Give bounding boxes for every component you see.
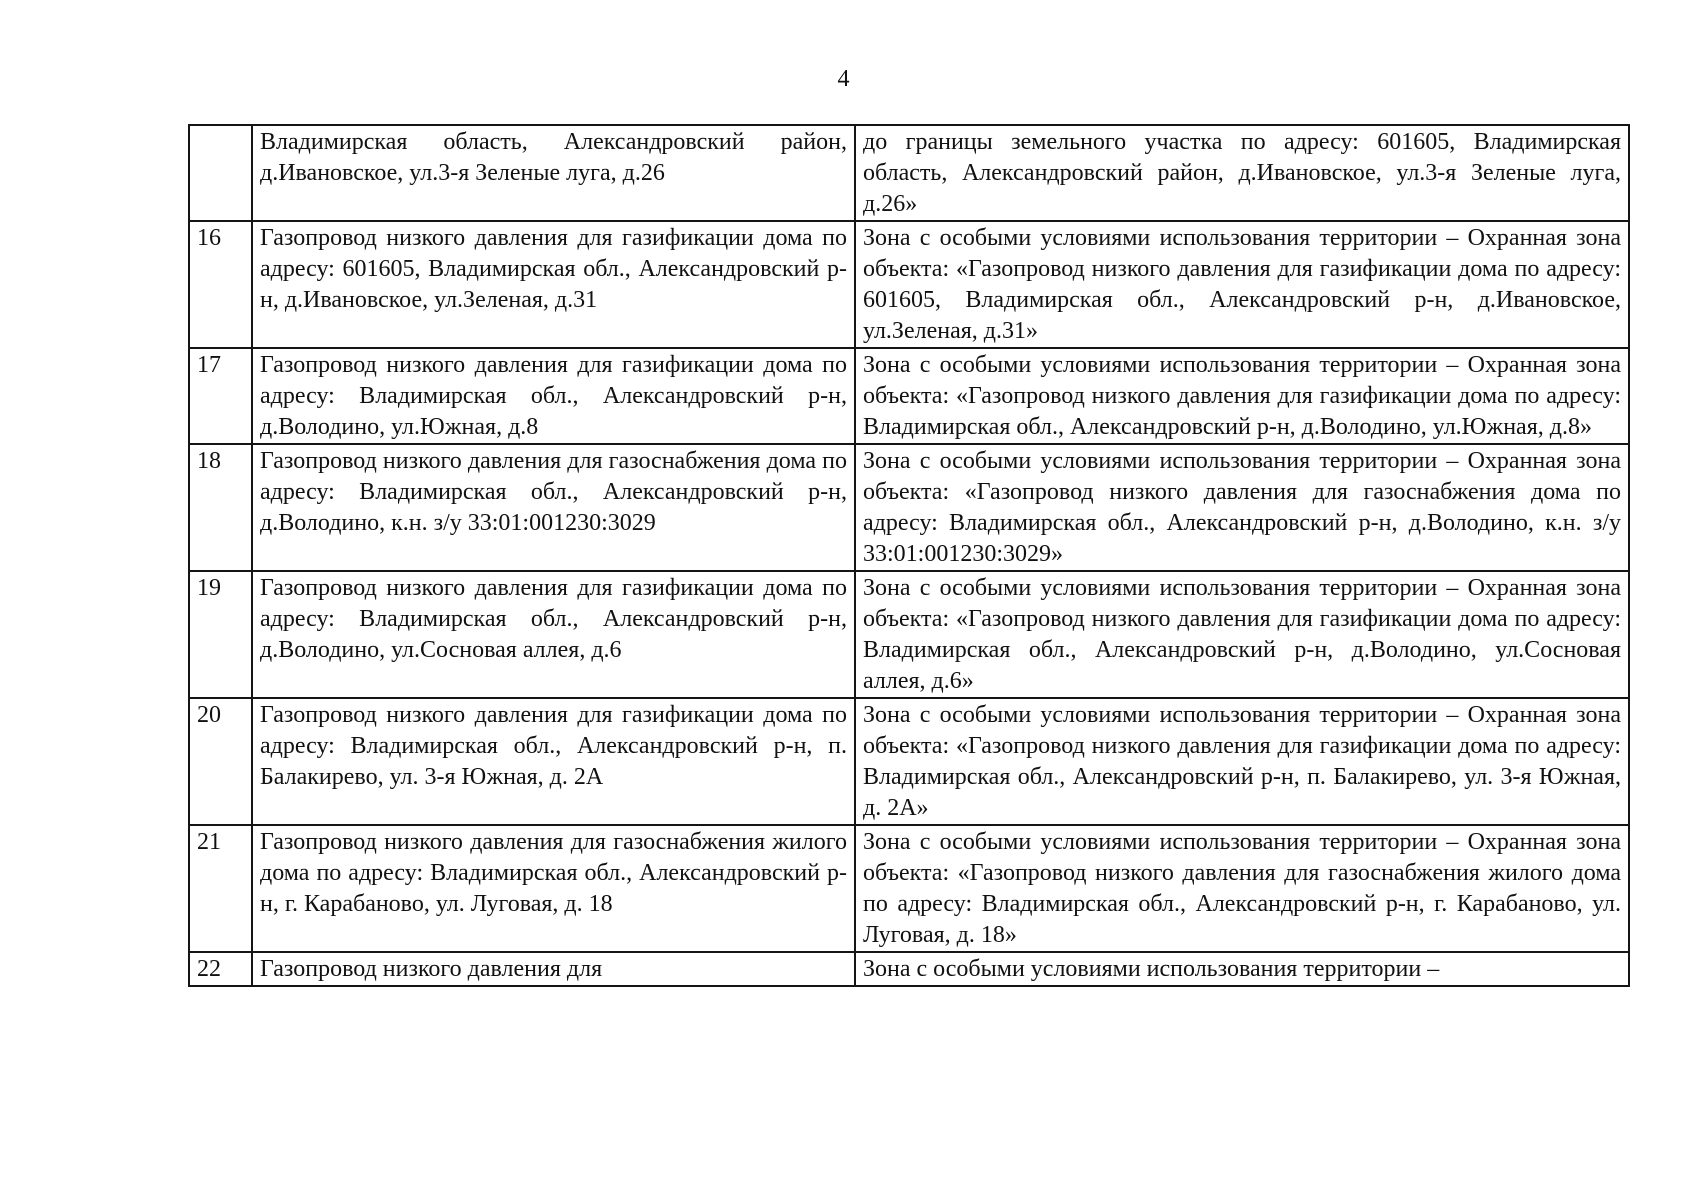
row-number: 16 <box>189 221 252 348</box>
table-row <box>189 825 1629 952</box>
row-number: 21 <box>189 825 252 952</box>
object-description: Газопровод низкого давления для газификации дома по адресу: Владимирская обл., Александровский р-н, д.Володино, ул.Сосновая аллея, д.6 <box>252 571 855 698</box>
page-number: 4 <box>837 66 850 92</box>
object-description: Газопровод низкого давления для газоснабжения дома по адресу: Владимирская обл., Александровский р-н, д.Володино, к.н. з/у 33:01:001230:3029 <box>252 444 855 571</box>
table-row <box>189 348 1629 444</box>
protection-zone-description: Зона с особыми условиями использования территории – Охранная зона объекта: «Газопровод низкого давления для газификации дома по адресу: Владимирская обл., Александровский р-н, д.Володино, ул.Южная, д.8» <box>855 348 1629 444</box>
protection-zone-description: Зона с особыми условиями использования территории – Охранная зона объекта: «Газопровод низкого давления для газификации дома по адресу: 601605, Владимирская обл., Александровский р-н, д.Ивановское, ул.Зеленая, д.31» <box>855 221 1629 348</box>
table-row <box>189 952 1629 986</box>
object-description: Газопровод низкого давления для газоснабжения жилого дома по адресу: Владимирская обл., Александровский р-н, г. Карабаново, ул. Луговая, д. 18 <box>252 825 855 952</box>
protection-zone-description: Зона с особыми условиями использования территории – Охранная зона объекта: «Газопровод низкого давления для газоснабжения дома по адресу: Владимирская обл., Александровский р-н, д.Володино, к.н. з/у 33:01:001230:3029» <box>855 444 1629 571</box>
row-number: 18 <box>189 444 252 571</box>
object-description: Владимирская область, Александровский район, д.Ивановское, ул.3-я Зеленые луга, д.26 <box>252 125 855 221</box>
object-description: Газопровод низкого давления для газификации дома по адресу: 601605, Владимирская обл., Александровский р-н, д.Ивановское, ул.Зеленая, д.31 <box>252 221 855 348</box>
table-row <box>189 221 1629 348</box>
protection-zone-description: Зона с особыми условиями использования территории – Охранная зона объекта: «Газопровод низкого давления для газификации дома по адресу: Владимирская обл., Александровский р-н, п. Балакирево, ул. 3-я Южная, д. 2А» <box>855 698 1629 825</box>
registry-table <box>188 124 1630 987</box>
object-description: Газопровод низкого давления для газификации дома по адресу: Владимирская обл., Александровский р-н, д.Володино, ул.Южная, д.8 <box>252 348 855 444</box>
row-number: 20 <box>189 698 252 825</box>
table-row <box>189 698 1629 825</box>
row-number: 19 <box>189 571 252 698</box>
table-row <box>189 444 1629 571</box>
table-row <box>189 125 1629 221</box>
object-description <box>252 952 855 986</box>
row-number-text: 22 <box>197 956 221 982</box>
protection-zone-description-text: Зона с особыми условиями использования территории – <box>863 956 1440 982</box>
row-number <box>189 125 252 221</box>
protection-zone-description: Зона с особыми условиями использования территории – Охранная зона объекта: «Газопровод низкого давления для газификации дома по адресу: Владимирская обл., Александровский р-н, д.Володино, ул.Сосновая аллея, д.6» <box>855 571 1629 698</box>
object-description: Газопровод низкого давления для газификации дома по адресу: Владимирская обл., Александровский р-н, п. Балакирево, ул. 3-я Южная, д. 2А <box>252 698 855 825</box>
object-description-text: Газопровод низкого давления для <box>260 956 603 982</box>
row-number <box>189 952 252 986</box>
protection-zone-description: Зона с особыми условиями использования территории – Охранная зона объекта: «Газопровод низкого давления для газоснабжения жилого дома по адресу: Владимирская обл., Александровский р-н, г. Карабаново, ул. Луговая, д. 18» <box>855 825 1629 952</box>
protection-zone-description <box>855 952 1629 986</box>
table-row <box>189 571 1629 698</box>
protection-zone-description: до границы земельного участка по адресу: 601605, Владимирская область, Александровский район, д.Ивановское, ул.3-я Зеленые луга, д.26» <box>855 125 1629 221</box>
row-number: 17 <box>189 348 252 444</box>
